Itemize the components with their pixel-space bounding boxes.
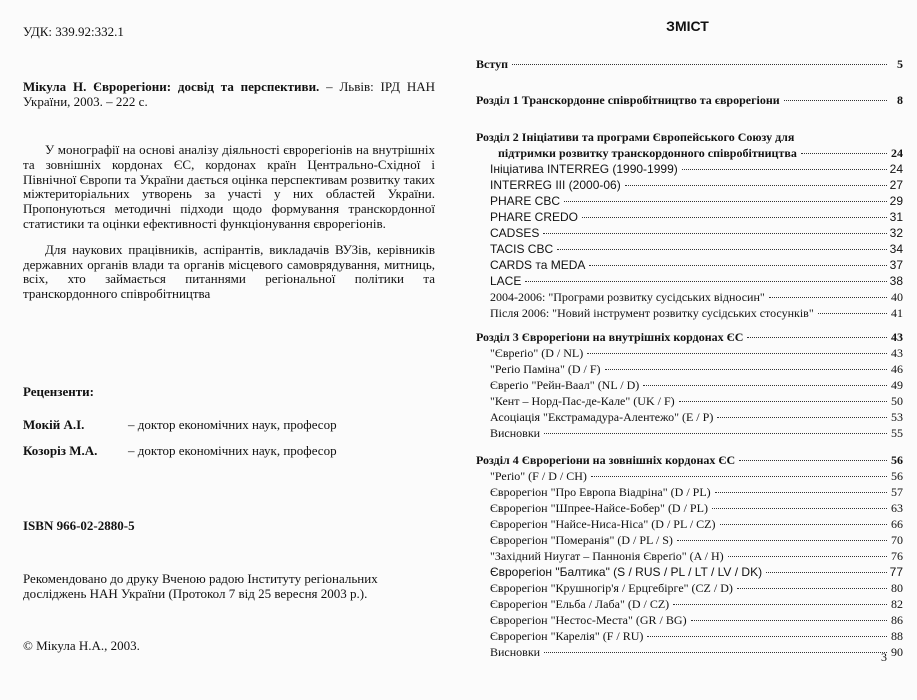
toc-entry-title: Євреґіо "Рейн-Ваал" (NL / D) <box>490 378 640 392</box>
toc-entry-page: 38 <box>889 274 903 288</box>
toc-entry-title: Після 2006: "Новий інструмент розвитку сусідських стосунків" <box>490 306 814 320</box>
toc-entry-page: 55 <box>891 426 903 440</box>
toc-entry-page: 49 <box>891 378 903 392</box>
toc-dot-leader <box>605 369 887 370</box>
toc-entry-page: 24 <box>889 162 903 176</box>
toc-dot-leader <box>544 652 887 653</box>
toc-entry <box>490 565 903 579</box>
toc-entry <box>490 613 903 627</box>
toc-dot-leader <box>818 313 887 314</box>
toc-entry-title: PHARE CREDO <box>490 210 579 224</box>
toc-entry <box>476 93 903 107</box>
toc-dot-leader <box>625 185 887 186</box>
toc-entry <box>490 533 903 547</box>
copyright: © Мікула Н.А., 2003. <box>23 638 140 653</box>
toc-entry <box>490 162 903 176</box>
toc-entry <box>490 362 903 376</box>
toc-entry-page: 43 <box>891 330 903 344</box>
toc-dot-leader <box>739 460 887 461</box>
toc-dot-leader <box>525 281 887 282</box>
toc-entry-title: Розділ 2 Ініціативи та програми Європейського Союзу для <box>476 130 795 144</box>
toc-dot-leader <box>712 508 887 509</box>
toc-entry-page: 82 <box>891 597 903 611</box>
toc-entry-title: Єврорегіон "Найсе-Ниса-Ніса" (D / PL / CZ) <box>490 517 716 531</box>
toc-entry <box>490 581 903 595</box>
toc-entry <box>490 226 903 240</box>
toc-entry-title: Єврорегіон "Померанія" (D / PL / S) <box>490 533 673 547</box>
toc-entry-page: 5 <box>897 57 903 71</box>
toc-dot-leader <box>769 297 887 298</box>
toc-entry-page: 53 <box>891 410 903 424</box>
reviewer-title: – доктор економічних наук, професор <box>128 443 337 458</box>
toc-entry-page: 29 <box>889 194 903 208</box>
toc-entry-page: 37 <box>889 258 903 272</box>
reviewer-name: Мокій А.І. <box>23 417 85 432</box>
toc-dot-leader <box>801 153 887 154</box>
toc-dot-leader <box>784 100 887 101</box>
udk-code: УДК: 339.92:332.1 <box>23 24 124 39</box>
toc-entry-title: Висновки <box>490 426 541 440</box>
toc-entry <box>476 57 903 71</box>
toc-entry <box>490 346 903 360</box>
toc-entry <box>490 410 903 424</box>
reviewer-name: Козоріз М.А. <box>23 443 98 458</box>
toc-dot-leader <box>512 64 887 65</box>
right-page <box>458 0 917 700</box>
toc-dot-leader <box>679 401 887 402</box>
toc-entry <box>490 517 903 531</box>
toc-dot-leader <box>647 636 887 637</box>
toc-entry-page: 80 <box>891 581 903 595</box>
toc-entry <box>490 194 903 208</box>
toc-entry-page: 43 <box>891 346 903 360</box>
toc-entry-title: Вступ <box>476 57 508 71</box>
toc-entry <box>490 501 903 515</box>
toc-entry-page: 70 <box>891 533 903 547</box>
toc-entry-page: 86 <box>891 613 903 627</box>
toc-dot-leader <box>747 337 887 338</box>
toc-entry-page: 66 <box>891 517 903 531</box>
abstract <box>23 143 435 313</box>
toc-dot-leader <box>677 540 887 541</box>
toc-entry <box>490 178 903 192</box>
toc-entry-title: CADSES <box>490 226 540 240</box>
toc-entry <box>490 645 903 659</box>
toc-dot-leader <box>728 556 887 557</box>
page-number: 3 <box>881 650 887 664</box>
toc-entry-title: "Кент – Норд-Пас-де-Кале" (UK / F) <box>490 394 675 408</box>
toc-entry-title: Розділ 1 Транскордонне співробітництво та єврорегіони <box>476 93 780 107</box>
toc-entry-page: 88 <box>891 629 903 643</box>
toc-entry-title: 2004-2006: "Програми розвитку сусідських відносин" <box>490 290 765 304</box>
toc-dot-leader <box>544 433 887 434</box>
toc-entry-page: 34 <box>889 242 903 256</box>
toc-entry-page: 31 <box>889 210 903 224</box>
toc-dot-leader <box>737 588 887 589</box>
toc-entry <box>490 426 903 440</box>
toc-entry <box>490 394 903 408</box>
toc-entry <box>490 290 903 304</box>
toc-entry-page: 50 <box>891 394 903 408</box>
toc-entry-title: Єврорегіон "Крушногір'я / Ерцгебірге" (CZ / D) <box>490 581 733 595</box>
isbn: ISBN 966-02-2880-5 <box>23 518 135 533</box>
reviewer-entry <box>23 417 337 433</box>
toc-entry-page: 56 <box>891 453 903 467</box>
toc-dot-leader <box>543 233 887 234</box>
toc-entry <box>498 146 903 160</box>
toc-dot-leader <box>691 620 887 621</box>
toc-entry-title: "Євреґіо" (D / NL) <box>490 346 584 360</box>
toc-dot-leader <box>643 385 887 386</box>
toc-dot-leader <box>682 169 887 170</box>
toc-dot-leader <box>717 417 887 418</box>
toc-dot-leader <box>557 249 887 250</box>
toc-entry <box>490 597 903 611</box>
toc-dot-leader <box>673 604 887 605</box>
toc-entry-title: INTERREG III (2000-06) <box>490 178 621 192</box>
toc-entry-title: Єврорегіон "Ельба / Лаба" (D / CZ) <box>490 597 670 611</box>
toc-entry-page: 90 <box>891 645 903 659</box>
left-page <box>0 0 455 700</box>
abstract-paragraph: Для наукових працівників, аспірантів, викладачів ВУЗів, керівників державних органів влади та органів місцевого самоврядування, митниць, всіх, хто займається питаннями регіональної політики та транскордонного співробітництва <box>23 241 435 302</box>
toc-entry-title: підтримки розвитку транскордонного співробітництва <box>498 146 797 160</box>
toc-entry-title: Єврорегіон "Балтика" (S / RUS / PL / LT / LV / DK) <box>490 565 763 579</box>
toc-dot-leader <box>582 217 887 218</box>
toc-entry-title: Єврорегіон "Шпрее-Найсе-Бобер" (D / PL) <box>490 501 708 515</box>
toc-entry <box>490 210 903 224</box>
toc-dot-leader <box>720 524 888 525</box>
reviewer-title: – доктор економічних наук, професор <box>128 417 337 432</box>
toc-entry-title: LACE <box>490 274 522 288</box>
toc-entry <box>476 330 903 344</box>
toc-entry-title: CARDS та MEDA <box>490 258 586 272</box>
toc-entry-title: Розділ 3 Єврорегіони на внутрішніх кордонах ЄС <box>476 330 744 344</box>
toc-entry <box>490 469 903 483</box>
biblio-publication: – Львів: ІРД НАН України, 2003. – 222 с. <box>23 79 436 109</box>
toc-entry-title: Єврорегіон "Про Европа Віадріна" (D / PL) <box>490 485 711 499</box>
toc-entry <box>490 258 903 272</box>
toc-entry-page: 57 <box>891 485 903 499</box>
toc-entry <box>490 485 903 499</box>
toc-entry <box>490 242 903 256</box>
toc-entry-title: Висновки <box>490 645 541 659</box>
toc-entry <box>490 549 903 563</box>
toc-entry-page: 76 <box>891 549 903 563</box>
toc-entry-title: "Реґіо" (F / D / CH) <box>490 469 587 483</box>
toc-entry-page: 27 <box>889 178 903 192</box>
toc-entry-title: Єврорегіон "Карелія" (F / RU) <box>490 629 644 643</box>
toc-entry-title: Єврорегіон "Нестос-Места" (GR / BG) <box>490 613 687 627</box>
toc-entry-title: "Західний Ниугат – Паннонія Євреґіо" (A / H) <box>490 549 724 563</box>
toc-title: ЗМІСТ <box>666 18 709 34</box>
toc-entry-title: "Реґіо Паміна" (D / F) <box>490 362 601 376</box>
reviewers-heading: Рецензенти: <box>23 384 94 399</box>
toc-entry-page: 41 <box>891 306 903 320</box>
toc-entry-title: Розділ 4 Єврорегіони на зовнішніх кордонах ЄС <box>476 453 736 467</box>
toc-entry <box>476 130 903 144</box>
toc-entry <box>476 453 903 467</box>
toc-dot-leader <box>564 201 887 202</box>
toc-entry-page: 56 <box>891 469 903 483</box>
toc-entry-title: PHARE CBC <box>490 194 561 208</box>
recommendation-note: Рекомендовано до друку Вченою радою Інституту регіональних досліджень НАН України (Протокол 7 від 25 вересня 2003 р.). <box>23 571 378 601</box>
abstract-paragraph: У монографії на основі аналізу діяльності єврорегіонів на внутрішніх та зовнішніх кордонах ЄС, кордонах країн Центрально-Східної і Північної Європи та України дається оцінка перспективам розвитку таких міжтериторіальних утворень за участі у них областей України. Пропонуються методичні підходи щодо формування транскордонної статистики та оцінки ефективності функціонування єврорегіонів. <box>23 142 435 231</box>
bibliographic-record <box>23 79 435 109</box>
toc-entry <box>490 629 903 643</box>
toc-entry-page: 77 <box>889 565 903 579</box>
toc-entry <box>490 274 903 288</box>
toc-entry-title: Асоціація "Екстрамадура-Алентежо" (E / P) <box>490 410 714 424</box>
toc-entry-page: 46 <box>891 362 903 376</box>
toc-entry-page: 8 <box>897 93 903 107</box>
toc-entry <box>490 306 903 320</box>
toc-dot-leader <box>766 572 887 573</box>
biblio-author-title: Мікула Н. Єврорегіони: досвід та перспективи. <box>23 79 320 94</box>
toc-dot-leader <box>715 492 887 493</box>
toc-entry-page: 32 <box>889 226 903 240</box>
reviewer-entry <box>23 443 337 459</box>
toc-entry-page: 63 <box>891 501 903 515</box>
toc-entry-title: Ініціатива INTERREG (1990-1999) <box>490 162 678 176</box>
toc-entry <box>490 378 903 392</box>
toc-entry-page: 24 <box>891 146 903 160</box>
toc-entry-page: 40 <box>891 290 903 304</box>
toc-dot-leader <box>589 265 887 266</box>
toc-dot-leader <box>591 476 887 477</box>
toc-dot-leader <box>587 353 887 354</box>
toc-entry-title: TACIS CBC <box>490 242 554 256</box>
